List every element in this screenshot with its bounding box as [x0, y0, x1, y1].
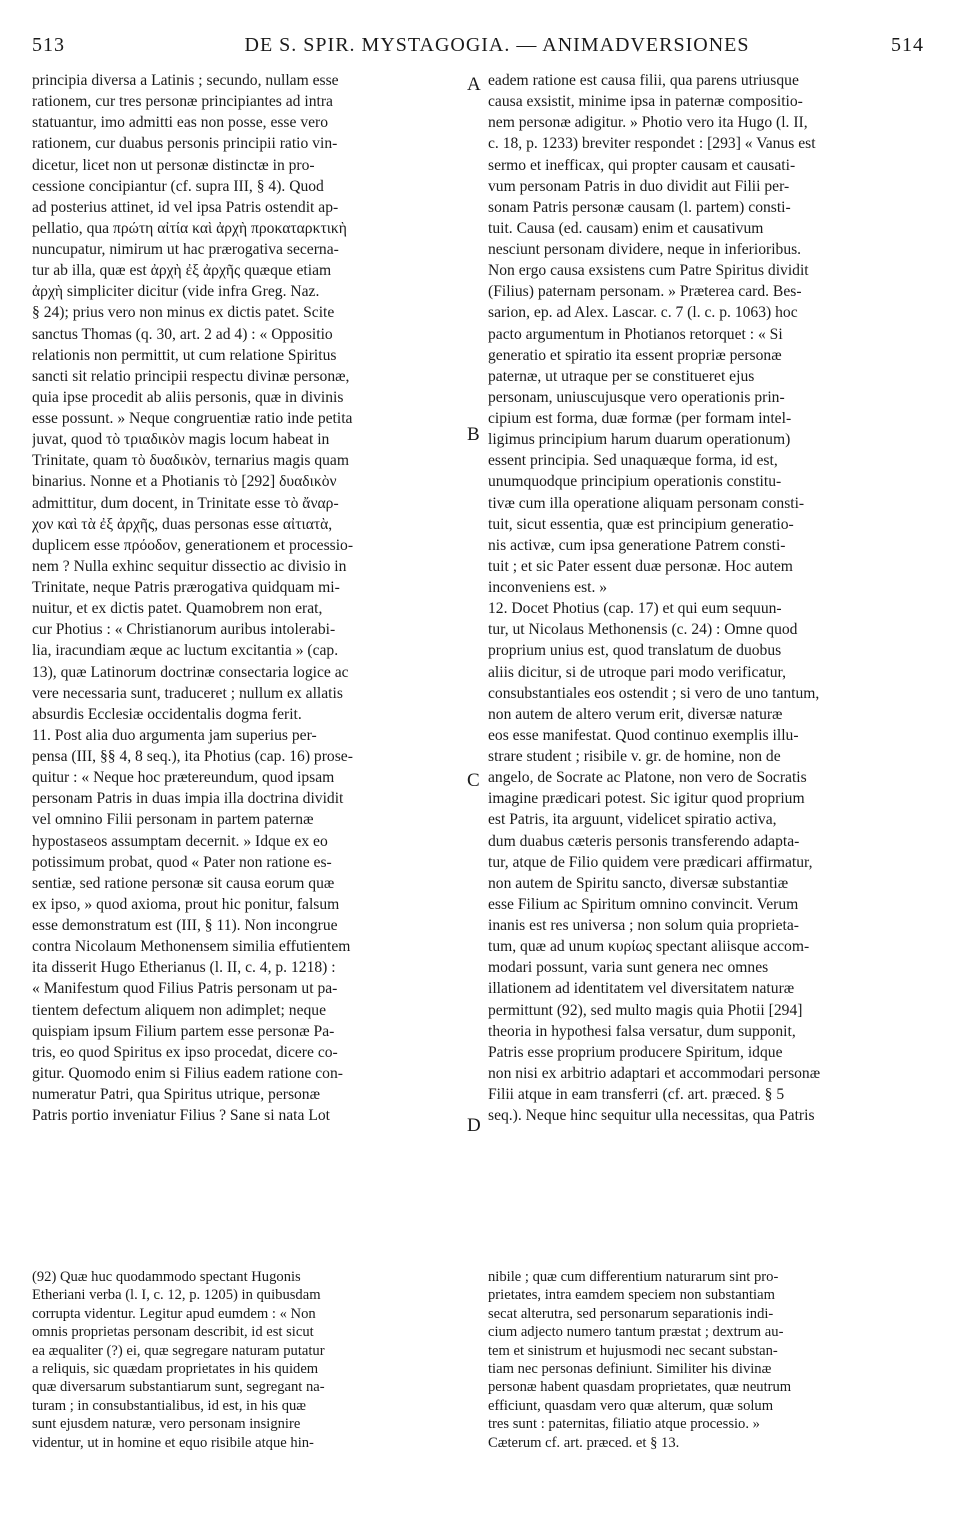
left-column-line: Trinitate, neque Patris prærogativa quidquam mi-	[32, 579, 340, 596]
left-column-line: esse demonstratum est (III, § 11). Non incongrue	[32, 917, 338, 934]
footnote-line: quæ diversarum substantiarum sunt, segregant na-	[32, 1379, 325, 1396]
right-column-line: unumquodque principium operationis constitu-	[488, 473, 782, 491]
right-column-line: consubstantiales eos ostendit ; si vero de uno tantum,	[488, 684, 820, 702]
left-column-line: tur ab illa, quæ est ἀρχὴ ἐξ ἀρχῆς quæque etiam	[32, 262, 332, 280]
footnote-line: personæ habent quasdam proprietates, quæ neutrum	[488, 1379, 792, 1396]
left-column-line: sanctus Thomas (q. 30, art. 2 ad 4) : « Oppositio	[32, 325, 333, 343]
right-column-line: non autem de Spiritu sancto, diversæ substantiæ	[488, 874, 789, 892]
right-column-line: tuit ; et sic Pater essent duæ personæ. Hoc autem	[488, 557, 793, 575]
left-column-line: ex ipso, » quod axioma, prout hic ponitur, falsum	[32, 895, 340, 913]
left-column-line: relationis non permittit, ut cum relatione Spiritus	[32, 346, 337, 364]
footnote-line: tres sunt : paternitas, filiatio atque processio. »	[488, 1416, 760, 1433]
right-column-line: (Filius) paternam personam. » Præterea card. Bes-	[488, 283, 802, 301]
right-column-line: esse Filium ac Spiritum omnino convincit. Verum	[488, 895, 799, 913]
right-column-line: dum duabus cæteris personis transferendo adapta-	[488, 832, 800, 850]
left-column-line: duplicem esse πρόοδον, generationem et processio-	[32, 536, 354, 554]
right-column-line: generatio et spiratio ita essent propriæ personæ	[488, 346, 782, 364]
left-column-line: tris, eo quod Spiritus ex ipso procedat, dicere co-	[32, 1043, 338, 1061]
right-column-line: Non ergo causa exsistens cum Patre Spiritus dividit	[488, 262, 809, 280]
left-column-line: personam Patris in duas impia illa doctrina dividit	[32, 790, 344, 808]
left-column-line: rationem, cur tres personæ principiantes ad intra	[32, 93, 333, 111]
left-text-column	[32, 70, 464, 1126]
right-column-line: permittunt (92), sed multo magis quia Photii [294]	[488, 1001, 803, 1019]
footnote-left-column	[32, 1268, 464, 1452]
section-marker-d: D	[467, 1115, 481, 1136]
left-column-line: gitur. Quomodo enim si Filius eadem ratione con-	[32, 1064, 343, 1082]
left-column-line: numeratur Patri, qua Spiritus utrique, personæ	[32, 1086, 321, 1103]
right-column-line: theoria in hypothesi falsa versatur, dum supponit,	[488, 1022, 796, 1040]
right-column-line: sarion, ep. ad Alex. Lascar. c. 7 (l. c. p. 1063) hoc	[488, 304, 798, 322]
right-column-line: personam, uniuscujusque vero operationis prin-	[488, 388, 785, 406]
right-column-line: angelo, de Socrate ac Platone, non vero de Socratis	[488, 769, 807, 787]
left-column-line: tientem defectum aliquem non adimplet; neque	[32, 1001, 327, 1019]
left-column-line: ἀρχὴ simpliciter dicitur (vide infra Greg. Naz.	[32, 283, 320, 301]
footnote-line: turam ; in consubstantialibus, id est, in his quæ	[32, 1397, 307, 1414]
left-column-line: nuitur, et ex dictis patet. Quamobrem non erat,	[32, 600, 323, 618]
right-column-line: modari possunt, varia sunt genera nec omnes	[488, 959, 769, 977]
left-column-line: Patris portio inveniatur Filius ? Sane si nata Lot	[32, 1107, 330, 1125]
right-column-line: sonam Patris personæ causam (l. partem) consti-	[488, 198, 791, 216]
right-page-number: 514	[891, 34, 924, 56]
right-column-line: Filii atque in eam transferri (cf. art. præced. § 5	[488, 1086, 785, 1103]
right-column-line: vum personam Patris in duo dividit aut Filii per-	[488, 177, 790, 195]
footnote-line: videntur, ut in homine et equo risibile atque hin-	[32, 1434, 314, 1451]
left-column-line: cessione concipiantur (cf. supra III, § 4). Quod	[32, 177, 324, 195]
left-column-line: nem ? Nulla exhinc sequitur dissectio ac divisio in	[32, 557, 347, 575]
right-column-line: tuit. Causa (ed. causam) enim et causativum	[488, 219, 764, 237]
right-column-line: tur, ut Nicolaus Methonensis (c. 24) : Omne quod	[488, 621, 798, 639]
left-column-line: esse possunt. » Neque congruentiæ ratio inde petita	[32, 410, 353, 427]
footnote-line: efficiunt, quasdam vero quæ alterum, quæ solum	[488, 1397, 774, 1414]
footnote-line: omnis proprietas personam describit, id est sicut	[32, 1324, 314, 1341]
footnote-right-column	[488, 1268, 924, 1452]
right-column-line: Patris esse proprium producere Spiritum, idque	[488, 1043, 783, 1061]
footnote-line: nibile ; quæ cum differentium naturarum sint pro-	[488, 1269, 779, 1285]
footnote-line: sunt ejusdem naturæ, vero personam insignire	[32, 1416, 301, 1433]
left-column-line: rationem, cur duabus personis principii ratio vin-	[32, 135, 338, 153]
left-column-line: Trinitate, quam τὸ δυαδικὸν, ternarius magis quam	[32, 452, 349, 470]
right-column-line: eadem ratione est causa filii, qua parens utriusque	[488, 72, 799, 89]
right-column-line: illationem ad identitatem vel diversitatem naturæ	[488, 980, 795, 998]
right-column-line: inanis est res universa ; non solum quia proprieta-	[488, 917, 799, 934]
right-column-line: tuit, sicut essentia, quæ est principium generatio-	[488, 515, 794, 533]
right-text-column	[488, 70, 924, 1126]
left-column-line: principia diversa a Latinis ; secundo, nullam esse	[32, 72, 339, 89]
right-column-line: nis activæ, cum ipsa generatione Patrem consti-	[488, 536, 786, 554]
left-column-line: § 24); prius vero non minus ex dictis patet. Scite	[32, 304, 335, 322]
right-column-line: cipium est forma, duæ formæ (per formam intel-	[488, 410, 792, 427]
left-column-line: statuantur, imo admitti eas non posse, esse vero	[32, 114, 329, 132]
left-column-line: nuncupatur, nimirum ut hac prærogativa secerna-	[32, 241, 339, 258]
left-column-line: hypostaseos assumptam decernit. » Idque ex eo	[32, 832, 328, 850]
left-column-line: 11. Post alia duo argumenta jam superius per-	[32, 726, 317, 744]
footnote-line: corrupta videntur. Legitur apud eumdem : « Non	[32, 1305, 316, 1322]
running-header	[32, 34, 924, 62]
right-column-line: nesciunt personam dividere, neque in inferioribus.	[488, 241, 802, 258]
left-column-line: potissimum probat, quod « Pater non ratione es-	[32, 853, 332, 871]
left-column-line: lia, iracundiam æque ac luctum excitantia » (cap.	[32, 642, 339, 660]
right-column-line: tum, quæ ad unum κυρίως spectant aliisque accom-	[488, 938, 810, 956]
left-column-line: juvat, quod τὸ τριαδικὸν magis locum habeat in	[32, 431, 330, 449]
left-column-line: χον καὶ τὰ ἐξ ἀρχῆς, duas personas esse αἰτιατὰ,	[32, 515, 333, 533]
left-column-line: vel omnino Filii personam in partem paternæ	[32, 811, 314, 829]
right-column-line: c. 18, p. 1233) breviter respondet : [293] « Vanus est	[488, 135, 816, 153]
right-column-line: causa exsistit, minime ipsa in paternæ compositio-	[488, 93, 803, 111]
left-column-line: vere necessaria sunt, traduceret ; nullum ex allatis	[32, 684, 343, 702]
section-marker-b: B	[467, 424, 480, 445]
right-column-line: tivæ cum illa operatione aliquam personam consti-	[488, 494, 805, 512]
left-column-line: ita disserit Hugo Etherianus (l. II, c. 4, p. 1218) :	[32, 959, 336, 977]
left-column-line: sentiæ, sed ratione personæ sit causa eorum quæ	[32, 874, 335, 892]
left-column-line: quispiam ipsum Filium partem esse personæ Pa-	[32, 1022, 335, 1040]
footnote-line: secat alterutra, sed personarum separationis indi-	[488, 1305, 774, 1322]
right-column-line: pacto argumentum in Photianos retorquet : « Si	[488, 325, 783, 343]
right-column-line: proprium unius est, quod translatum de duobus	[488, 642, 782, 660]
footnote-line: tiam nec personas definiunt. Similiter his divinæ	[488, 1361, 772, 1378]
left-column-line: contra Nicolaum Methonensem similia effutientem	[32, 938, 351, 956]
right-column-line: non autem de altero verum erit, diversæ naturæ	[488, 705, 783, 723]
right-column-line: tur, atque de Filio quidem vere prædicari affirmatur,	[488, 853, 813, 871]
right-column-line: sermo et inefficax, qui propter causam et causati-	[488, 156, 796, 174]
footnote-line: cium adjecto numero tantum præstat ; dextrum au-	[488, 1324, 784, 1341]
right-column-line: inconveniens est. »	[488, 579, 608, 596]
left-column-line: admittitur, dum docent, in Trinitate esse τὸ ἄναρ-	[32, 494, 339, 512]
section-marker-c: C	[467, 770, 480, 791]
left-column-line: ad posterius attinet, id vel ipsa Patris ostendit ap-	[32, 198, 339, 216]
right-column-line: non nisi ex arbitrio adaptari et accommodari personæ	[488, 1064, 821, 1082]
right-column-line: imagine prædicari potest. Sic igitur quod proprium	[488, 790, 805, 808]
right-column-line: strare student ; risibile v. gr. de homine, non de	[488, 748, 781, 765]
right-column-line: ligimus principium harum duarum operationum)	[488, 431, 791, 449]
footnote-line: ea æqualiter (?) ei, quæ segregare naturam putatur	[32, 1342, 325, 1359]
left-column-line: pellatio, qua πρώτη αἰτία καὶ ἀρχὴ προκαταρκτικὴ	[32, 219, 347, 237]
left-column-line: quia ipse procedit ab aliis personis, quæ in divinis	[32, 388, 344, 406]
right-column-line: est Patris, ita arguunt, videlicet spiratio activa,	[488, 811, 777, 829]
right-column-line: 12. Docet Photius (cap. 17) et qui eum sequun-	[488, 600, 782, 618]
footnote-line: Cæterum cf. art. præced. et § 13.	[488, 1434, 680, 1451]
right-column-line: nem personæ adigitur. » Photio vero ita Hugo (l. II,	[488, 114, 808, 132]
right-column-line: eos esse manifestat. Quod continuo exemplis illu-	[488, 726, 799, 744]
left-column-line: binarius. Nonne et a Photianis τὸ [292] δυαδικὸν	[32, 473, 337, 491]
footnote-line: Etheriani verba (l. I, c. 12, p. 1205) in quibusdam	[32, 1287, 321, 1304]
right-column-line: essent principia. Sed unaquæque forma, id est,	[488, 452, 778, 470]
left-column-line: dicetur, licet non ut personæ distinctæ in pro-	[32, 156, 315, 174]
footnote-line: (92) Quæ huc quodammodo spectant Hugonis	[32, 1269, 301, 1285]
left-column-line: pensa (III, §§ 4, 8 seq.), ita Photius (cap. 16) prose-	[32, 748, 353, 765]
running-title: DE S. SPIR. MYSTAGOGIA. — ANIMADVERSIONES	[244, 34, 750, 56]
right-column-line: paternæ, ut utraque per se constitueret ejus	[488, 367, 755, 385]
footnote-line: a reliquis, sic quædam proprietates in his quidem	[32, 1361, 319, 1378]
left-page-number: 513	[32, 34, 65, 56]
right-column-line: seq.). Neque hinc sequitur ulla necessitas, qua Patris	[488, 1107, 815, 1125]
left-column-line: sancti sit relatio principii respectu divinæ personæ,	[32, 367, 350, 385]
footnote-line: tem et sinistrum et hujusmodi nec secant substan-	[488, 1342, 778, 1359]
footnote-line: prietates, intra eamdem speciem non substantiam	[488, 1287, 775, 1304]
left-column-line: quitur : « Neque hoc prætereundum, quod ipsam	[32, 769, 335, 787]
section-marker-a: A	[467, 74, 481, 95]
left-column-line: 13), quæ Latinorum doctrinæ consectaria logice ac	[32, 663, 349, 681]
left-column-line: absurdis Ecclesiæ occidentalis dogma ferit.	[32, 705, 302, 723]
right-column-line: aliis dicitur, si de utroque pari modo verificatur,	[488, 663, 786, 681]
left-column-line: cur Photius : « Christianorum auribus intolerabi-	[32, 621, 336, 639]
left-column-line: « Manifestum quod Filius Patris personam ut pa-	[32, 980, 338, 998]
